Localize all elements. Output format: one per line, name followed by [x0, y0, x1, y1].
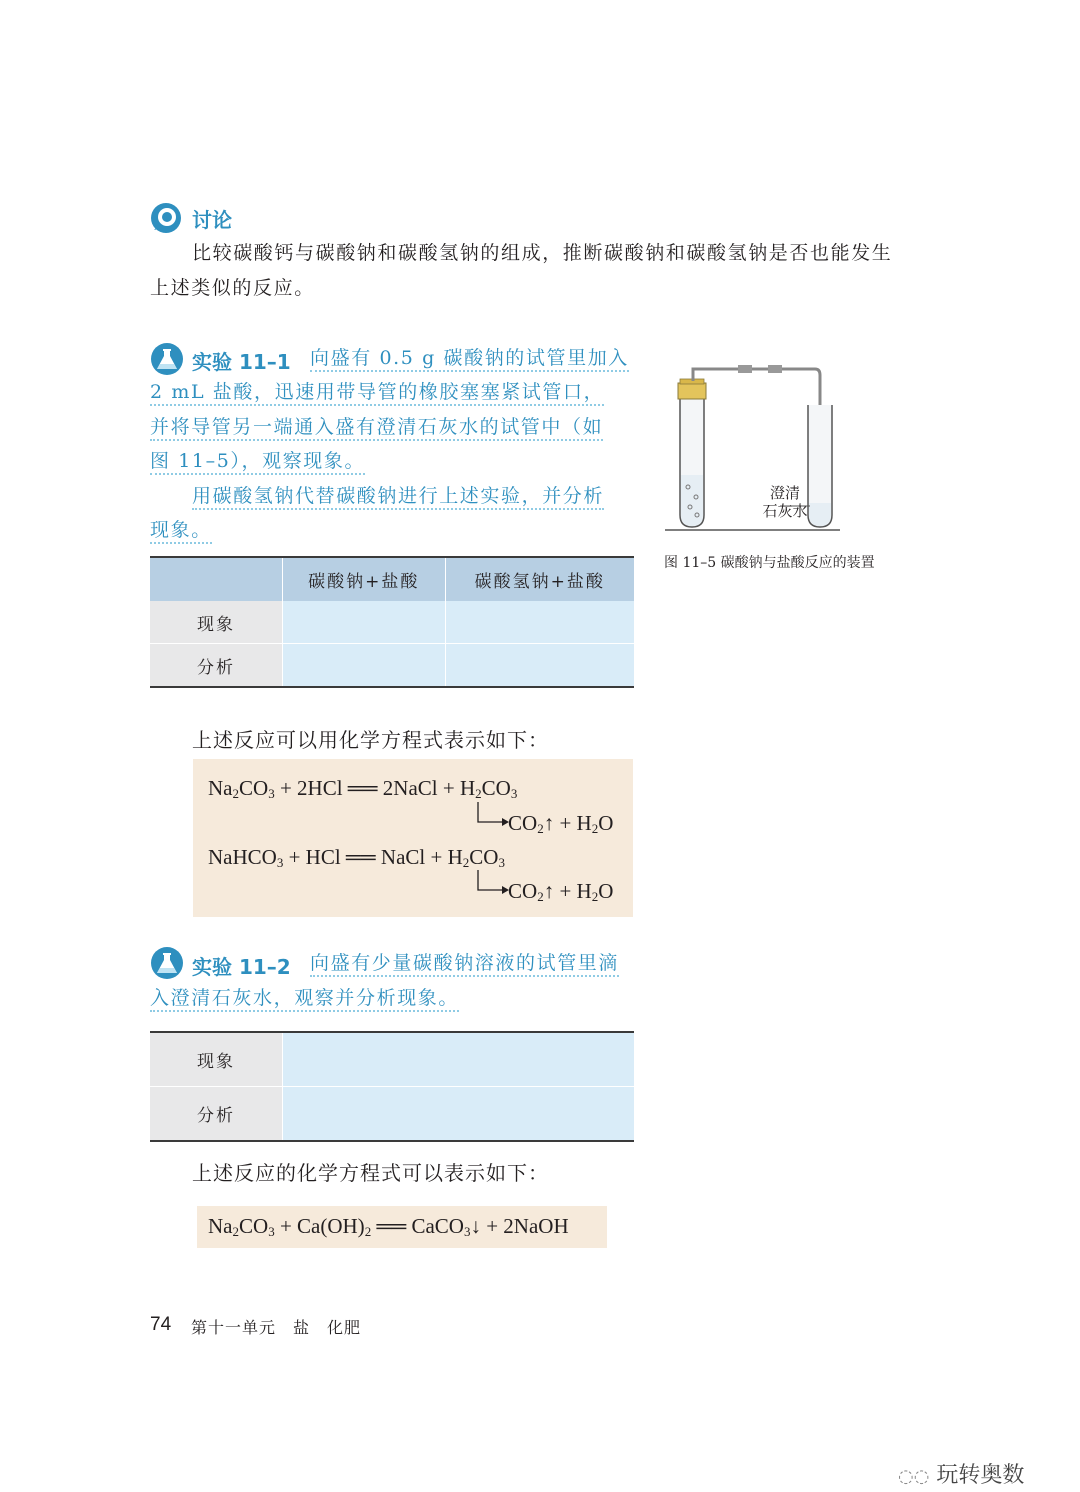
- equation-intro-1: 上述反应可以用化学方程式表示如下：: [192, 728, 549, 752]
- table-exp1: [150, 556, 634, 688]
- flask-icon: [150, 342, 184, 376]
- table-cell: [283, 601, 446, 644]
- table-row-analysis: 分析: [150, 1087, 283, 1142]
- table-row-analysis: 分析: [150, 644, 283, 688]
- exp1-para2-line-1: 用碳酸氢钠代替碳酸钠进行上述实验，并分析: [192, 485, 604, 510]
- tube-connector: [768, 365, 782, 373]
- exp1-line-2: 2 mL 盐酸，迅速用带导管的橡胶塞塞紧试管口，: [150, 381, 604, 406]
- table-header-na2co3: 碳酸钠+盐酸: [283, 557, 446, 601]
- exp2-label: 实验 11–2: [192, 955, 291, 979]
- exp1-line-4: 图 11–5），观察现象。: [150, 450, 365, 475]
- wechat-icon: ◌◌: [898, 1466, 930, 1487]
- equation-2-products: $CO_2↑ + H_2O$: [508, 879, 614, 904]
- left-solution: [681, 475, 703, 526]
- table-cell: [283, 1087, 635, 1142]
- table-row-phenomenon: 现象: [150, 1032, 283, 1087]
- table-exp2: [150, 1031, 634, 1142]
- table-header-nahco3: 碳酸氢钠+盐酸: [445, 557, 634, 601]
- table-cell: [283, 644, 446, 688]
- arrow-decompose-icon: [476, 870, 510, 896]
- equation-3: $Na_2CO_3 + Ca(OH)_2$ ══ CaCO$_3$↓ + 2NaOH: [208, 1214, 569, 1239]
- tube-connector: [738, 365, 752, 373]
- table-header-empty: [150, 557, 283, 601]
- watermark: ◌◌ 玩转奥数: [898, 1463, 1025, 1488]
- unit-title: 第十一单元 盐 化肥: [191, 1318, 362, 1337]
- exp2-line-2: 入澄清石灰水，观察并分析现象。: [150, 987, 459, 1012]
- figure-caption: 图 11–5 碳酸钠与盐酸反应的装置: [664, 555, 875, 571]
- rubber-stopper: [678, 383, 706, 399]
- arrow-decompose-icon: [476, 802, 510, 828]
- equation-1: $Na_2CO_3 + 2HCl$ ══ 2NaCl + $H_2CO_3$: [208, 776, 518, 801]
- flask-icon: [150, 946, 184, 980]
- discussion-icon: [150, 202, 182, 234]
- page-number: 74: [150, 1314, 172, 1335]
- table-row-phenomenon: 现象: [150, 601, 283, 644]
- discussion-text: 比较碳酸钙与碳酸钠和碳酸氢钠的组成，推断碳酸钠和碳酸氢钠是否也能发生上述类似的反应。: [150, 242, 893, 299]
- exp1-label: 实验 11–1: [192, 350, 291, 374]
- discussion-title: 讨论: [192, 208, 232, 232]
- exp1-para2-line-2: 现象。: [150, 519, 212, 544]
- equation-2: NaHCO$_3$ + HCl ══ NaCl + $H_2CO_3$: [208, 845, 505, 870]
- exp2-line-1: 向盛有少量碳酸钠溶液的试管里滴: [310, 952, 619, 977]
- table-cell: [283, 1032, 635, 1087]
- exp1-line-1: 向盛有 0.5 g 碳酸钠的试管里加入: [310, 347, 629, 372]
- equation-intro-2: 上述反应的化学方程式可以表示如下：: [192, 1161, 549, 1185]
- table-cell: [445, 644, 634, 688]
- table-cell: [445, 601, 634, 644]
- equation-1-products: $CO_2↑ + H_2O$: [508, 811, 614, 836]
- limewater-label: 澄清 石灰水: [762, 484, 808, 520]
- exp1-line-3: 并将导管另一端通入盛有澄清石灰水的试管中（如: [150, 416, 603, 441]
